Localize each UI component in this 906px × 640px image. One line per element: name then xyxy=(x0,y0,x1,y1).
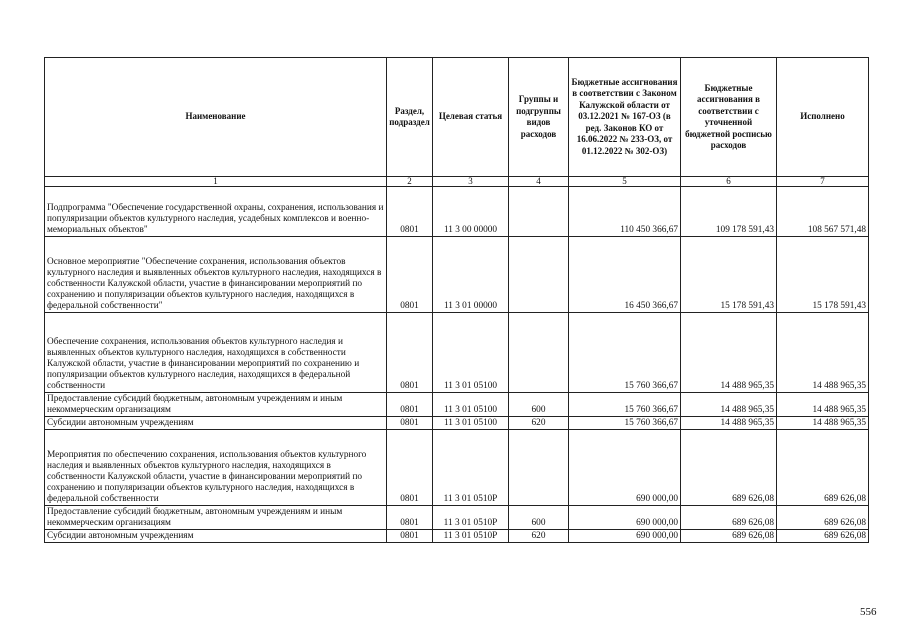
column-number: 2 xyxy=(387,177,433,187)
table-row xyxy=(45,430,869,506)
column-number: 6 xyxy=(681,177,777,187)
row-section: 0801 xyxy=(387,506,433,530)
row-refined: 14 488 965,35 xyxy=(681,393,777,417)
row-section: 0801 xyxy=(387,393,433,417)
header-name: Наименование xyxy=(45,58,387,177)
row-name: Предоставление субсидий бюджетным, автономным учреждениям и иным некоммерческим организациям xyxy=(45,506,387,530)
row-target: 11 3 01 00000 xyxy=(433,237,509,313)
row-target: 11 3 00 00000 xyxy=(433,187,509,237)
row-executed: 108 567 571,48 xyxy=(777,187,869,237)
row-target: 11 3 01 0510Р xyxy=(433,506,509,530)
table-row xyxy=(45,237,869,313)
row-target: 11 3 01 05100 xyxy=(433,393,509,417)
budget-table xyxy=(44,57,869,543)
row-refined: 14 488 965,35 xyxy=(681,313,777,393)
row-group: 620 xyxy=(509,417,569,430)
row-target: 11 3 01 0510Р xyxy=(433,530,509,543)
header-executed: Исполнено xyxy=(777,58,869,177)
table-row xyxy=(45,506,869,530)
header-group: Группы и подгруппы видов расходов xyxy=(509,58,569,177)
table-row xyxy=(45,313,869,393)
row-group xyxy=(509,313,569,393)
row-name: Основное мероприятие "Обеспечение сохранения, использования объектов культурного наследия и выявленных объектов культурного наследия, находящихся в собственности Калужской области, участие в финансировании мероприятий по сохранению и популяризации объектов культурного наследия, находящихся в федеральной собственности" xyxy=(45,237,387,313)
row-executed: 14 488 965,35 xyxy=(777,393,869,417)
row-target: 11 3 01 0510Р xyxy=(433,430,509,506)
row-name: Подпрограмма "Обеспечение государственной охраны, сохранения, использования и популяризации объектов культурного наследия, усадебных комплексов и военно-мемориальных объектов" xyxy=(45,187,387,237)
row-executed: 689 626,08 xyxy=(777,506,869,530)
header-row xyxy=(45,58,869,177)
row-executed: 14 488 965,35 xyxy=(777,313,869,393)
row-group xyxy=(509,237,569,313)
row-refined: 15 178 591,43 xyxy=(681,237,777,313)
row-refined: 689 626,08 xyxy=(681,430,777,506)
row-refined: 109 178 591,43 xyxy=(681,187,777,237)
row-law: 690 000,00 xyxy=(569,506,681,530)
row-law: 690 000,00 xyxy=(569,530,681,543)
row-target: 11 3 01 05100 xyxy=(433,313,509,393)
row-refined: 14 488 965,35 xyxy=(681,417,777,430)
column-number: 7 xyxy=(777,177,869,187)
row-section: 0801 xyxy=(387,187,433,237)
row-group: 600 xyxy=(509,506,569,530)
row-law: 110 450 366,67 xyxy=(569,187,681,237)
row-executed: 15 178 591,43 xyxy=(777,237,869,313)
row-group xyxy=(509,430,569,506)
row-refined: 689 626,08 xyxy=(681,530,777,543)
header-target: Целевая статья xyxy=(433,58,509,177)
row-group: 620 xyxy=(509,530,569,543)
row-section: 0801 xyxy=(387,417,433,430)
column-number: 1 xyxy=(45,177,387,187)
row-name: Предоставление субсидий бюджетным, автономным учреждениям и иным некоммерческим организациям xyxy=(45,393,387,417)
table-row xyxy=(45,187,869,237)
row-refined: 689 626,08 xyxy=(681,506,777,530)
row-law: 15 760 366,67 xyxy=(569,313,681,393)
header-refined: Бюджетные ассигнования в соответствии с уточненной бюджетной росписью расходов xyxy=(681,58,777,177)
header-section: Раздел, подраздел xyxy=(387,58,433,177)
row-name: Обеспечение сохранения, использования объектов культурного наследия и выявленных объектов культурного наследия, находящихся в собственности Калужской области, участие в финансировании мероприятий по сохранению и популяризации объектов культурного наследия, находящихся в федеральной собственности xyxy=(45,313,387,393)
row-law: 690 000,00 xyxy=(569,430,681,506)
table-row xyxy=(45,530,869,543)
column-number: 4 xyxy=(509,177,569,187)
row-executed: 689 626,08 xyxy=(777,430,869,506)
table-row xyxy=(45,393,869,417)
page-number: 556 xyxy=(860,606,877,618)
row-section: 0801 xyxy=(387,237,433,313)
row-group: 600 xyxy=(509,393,569,417)
row-group xyxy=(509,187,569,237)
column-number: 3 xyxy=(433,177,509,187)
row-law: 15 760 366,67 xyxy=(569,417,681,430)
column-number: 5 xyxy=(569,177,681,187)
row-section: 0801 xyxy=(387,430,433,506)
row-name: Мероприятия по обеспечению сохранения, использования объектов культурного наследия и выявленных объектов культурного наследия, находящихся в собственности Калужской области, участие в финансировании мероприятий по сохранению и популяризации объектов культурного наследия, находящихся в федеральной собственности xyxy=(45,430,387,506)
header-law: Бюджетные ассигнования в соответствии с Законом Калужской области от 03.12.2021 № 167-ОЗ (в ред. Законов КО от 16.06.2022 № 233-ОЗ, от 01.12.2022 № 302-ОЗ) xyxy=(569,58,681,177)
row-law: 15 760 366,67 xyxy=(569,393,681,417)
row-section: 0801 xyxy=(387,530,433,543)
row-name: Субсидии автономным учреждениям xyxy=(45,417,387,430)
table-row xyxy=(45,417,869,430)
row-section: 0801 xyxy=(387,313,433,393)
column-number-row xyxy=(45,177,869,187)
row-executed: 689 626,08 xyxy=(777,530,869,543)
row-executed: 14 488 965,35 xyxy=(777,417,869,430)
row-target: 11 3 01 05100 xyxy=(433,417,509,430)
row-name: Субсидии автономным учреждениям xyxy=(45,530,387,543)
row-law: 16 450 366,67 xyxy=(569,237,681,313)
